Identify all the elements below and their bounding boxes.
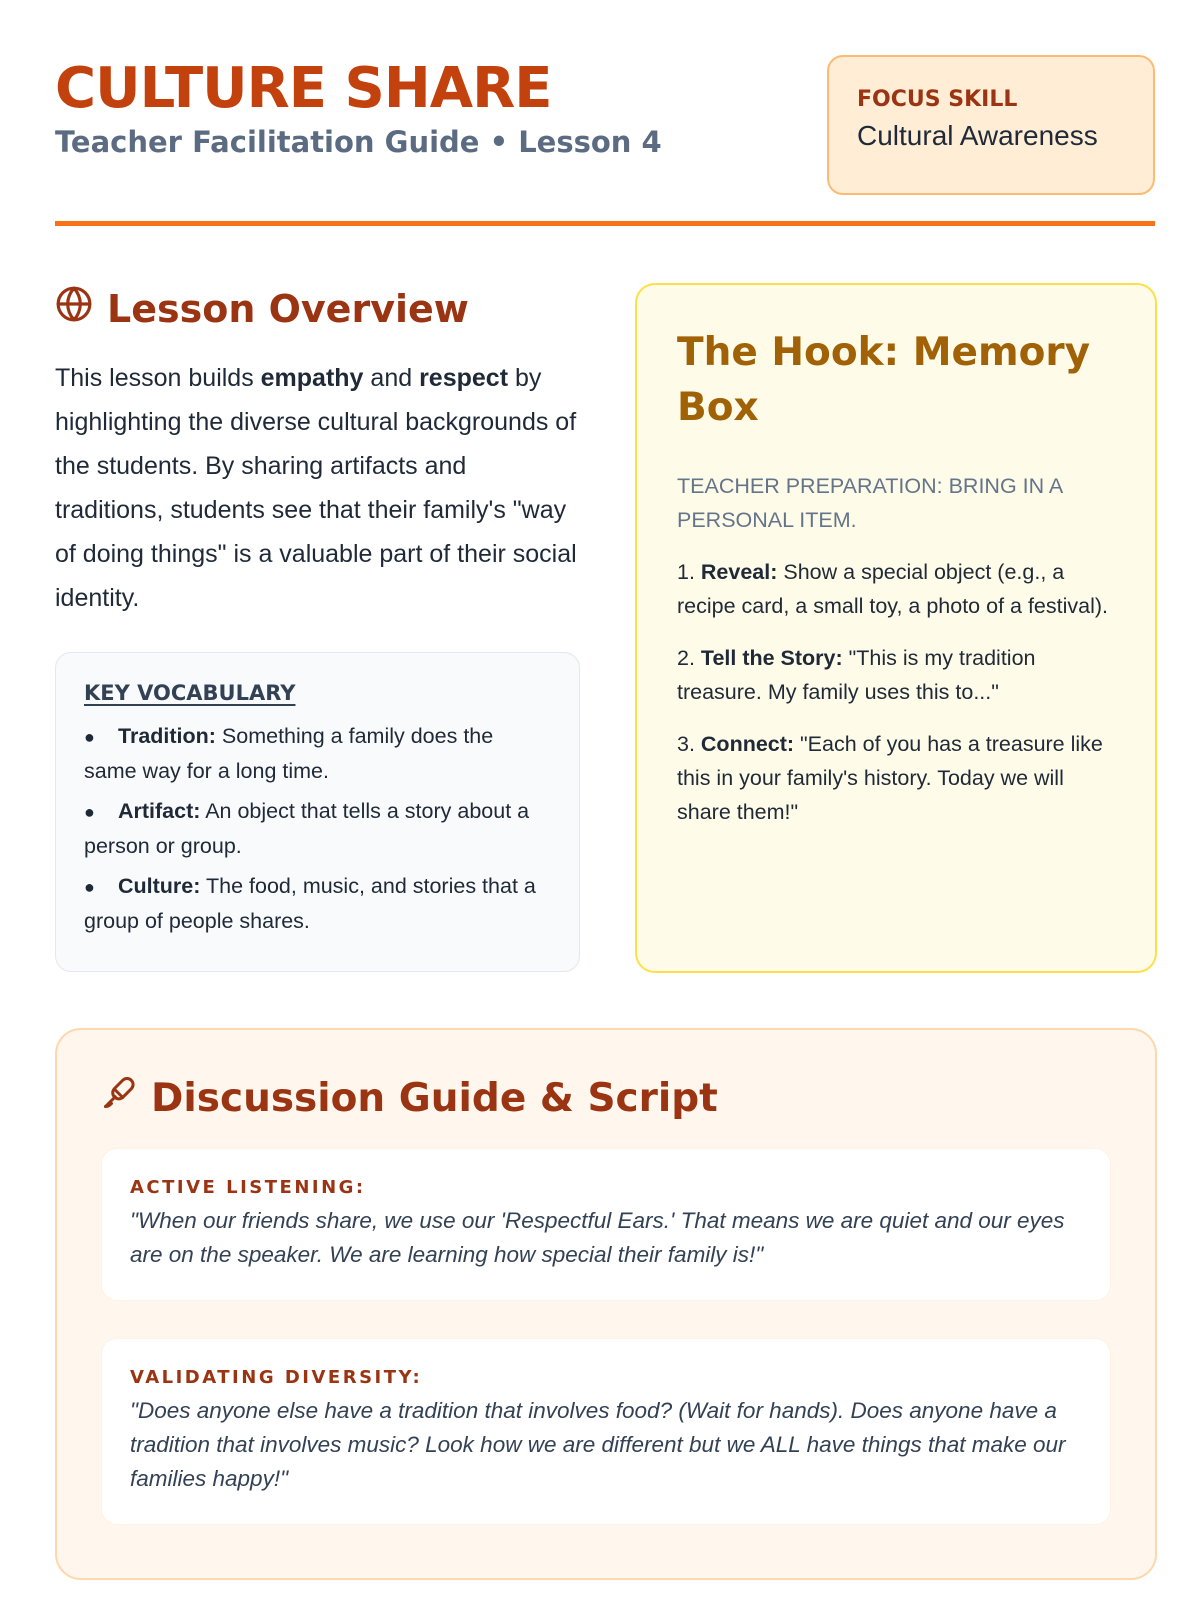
key-vocabulary-card	[55, 652, 580, 972]
list-item: ● Tradition: Something a family does the same way for a long time.	[84, 724, 494, 783]
microphone-icon	[101, 1074, 137, 1122]
focus-skill-value: Cultural Awareness	[857, 120, 1098, 151]
hook-card	[635, 283, 1157, 973]
discussion-guide-heading	[101, 1074, 1111, 1122]
page-title: CULTURE SHARE	[55, 56, 552, 121]
page-subtitle: Teacher Facilitation Guide • Lesson 4	[55, 125, 662, 159]
hook-step: 2. Tell the Story: "This is my tradition treasure. My family uses this to..."	[677, 646, 1036, 704]
validating-diversity-script: "Does anyone else have a tradition that involves food? (Wait for hands). Does anyone have a tradition that involves music? Look how we are different but we ALL have things that make our families happy!"	[130, 1398, 1066, 1491]
vocab-term: Culture:	[118, 874, 201, 898]
vocab-term: Artifact:	[118, 799, 201, 823]
lesson-overview-title: Lesson Overview	[107, 286, 469, 331]
hook-title: The Hook: Memory Box	[677, 330, 1091, 430]
header-divider	[55, 221, 1155, 226]
active-listening-box	[101, 1148, 1111, 1301]
key-vocabulary-title: KEY VOCABULARY	[84, 681, 296, 705]
list-item: ● Artifact: An object that tells a story about a person or group.	[84, 799, 530, 858]
active-listening-script: "When our friends share, we use our 'Respectful Ears.' That means we are quiet and our eyes are on the speaker. We are learning how special their family is!"	[130, 1208, 1065, 1267]
active-listening-label: ACTIVE LISTENING:	[130, 1177, 366, 1198]
list-item: ● Culture: The food, music, and stories that a group of people shares.	[84, 874, 536, 933]
hook-step: 3. Connect: "Each of you has a treasure like this in your family's history. Today we will share them!"	[677, 732, 1103, 824]
focus-skill-card	[827, 55, 1155, 195]
page-header	[55, 55, 1155, 235]
validating-diversity-label: VALIDATING DIVERSITY:	[130, 1367, 423, 1388]
globe-icon	[55, 285, 93, 332]
teacher-preparation-note: TEACHER PREPARATION: BRING IN A PERSONAL ITEM.	[677, 474, 1063, 532]
hook-step: 1. Reveal: Show a special object (e.g., a recipe card, a small toy, a photo of a festival).	[677, 560, 1108, 618]
discussion-guide-title: Discussion Guide & Script	[151, 1075, 718, 1121]
validating-diversity-box	[101, 1338, 1111, 1525]
lesson-overview-text: This lesson builds empathy and respect by highlighting the diverse cultural backgrounds of the students. By sharing artifacts and traditions, students see that their family's "way of doing things" is a valuable part of their social identity.	[55, 364, 577, 612]
focus-skill-label: FOCUS SKILL	[857, 87, 1018, 112]
vocabulary-list	[84, 719, 551, 938]
emphasis-empathy: empathy	[260, 364, 364, 392]
vocab-definition: An object that tells a story about a person or group.	[84, 799, 530, 858]
lesson-overview-section	[55, 285, 580, 620]
vocab-term: Tradition:	[118, 724, 216, 748]
discussion-guide-card	[55, 1028, 1157, 1580]
vocab-definition: The food, music, and stories that a group of people shares.	[84, 874, 536, 933]
vocab-definition: Something a family does the same way for a long time.	[84, 724, 494, 783]
emphasis-respect: respect	[419, 364, 509, 392]
lesson-overview-heading	[55, 285, 580, 332]
